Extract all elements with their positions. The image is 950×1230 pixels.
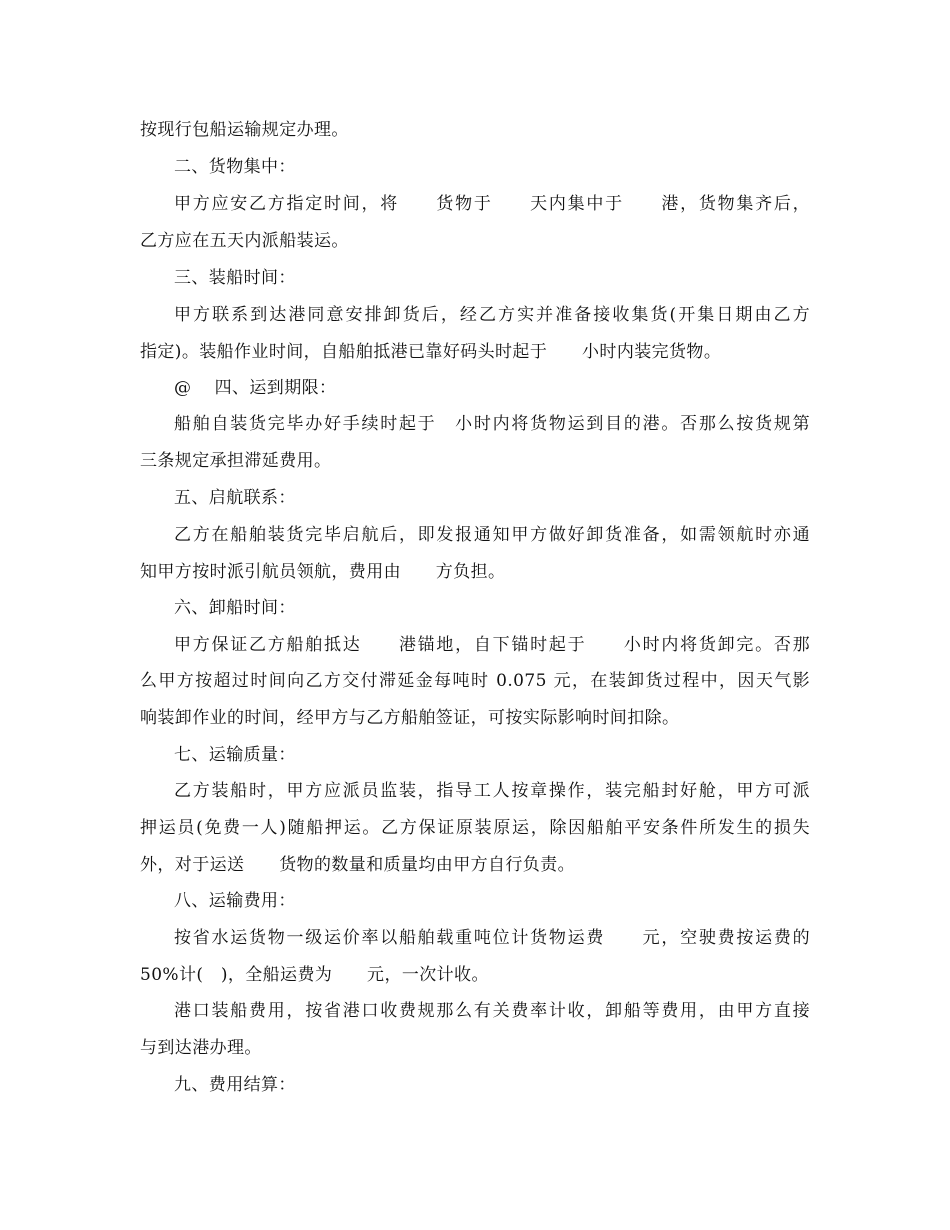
section-heading: 二、货物集中： <box>174 157 296 177</box>
text-line: 指定)。装船作业时间，自船舶抵港已靠好码头时起于 小时内装完货物。 <box>140 342 722 362</box>
text-line: 么甲方按超过时间向乙方交付滞延金每吨时 0.075 元，在装卸货过程中，因天气影 <box>140 671 810 691</box>
text-line: 甲方保证乙方船舶抵达 港锚地，自下锚时起于 小时内将货卸完。否那 <box>174 635 810 655</box>
text-line: 按现行包船运输规定办理。 <box>140 120 349 140</box>
text-line: 外，对于运送 货物的数量和质量均由甲方自行负责。 <box>140 855 575 875</box>
text-line: 与到达港办理。 <box>140 1038 262 1058</box>
text-line: 按省水运货物一级运价率以船舶载重吨位计货物运费 元，空驶费按运费的 <box>174 928 810 948</box>
text-line: 三条规定承担滞延费用。 <box>140 451 332 471</box>
section-heading: 五、启航联系： <box>174 488 296 508</box>
section-heading: 八、运输费用： <box>174 891 296 911</box>
text-line: 乙方应在五天内派船装运。 <box>140 231 349 251</box>
text-line: 50%计( )，全船运费为 元，一次计收。 <box>140 965 489 985</box>
text-line: 港口装船费用，按省港口收费规那么有关费率计收，卸船等费用，由甲方直接 <box>174 1001 810 1021</box>
text-line: 乙方装船时，甲方应派员监装，指导工人按章操作，装完船封好舱，甲方可派 <box>174 781 810 801</box>
text-line: 甲方联系到达港同意安排卸货后，经乙方实并准备接收集货(开集日期由乙方 <box>174 305 810 325</box>
section-heading: @ 四、运到期限： <box>174 378 337 398</box>
section-heading: 九、费用结算： <box>174 1075 296 1095</box>
text-line: 甲方应安乙方指定时间，将 货物于 天内集中于 港，货物集齐后， <box>174 194 810 214</box>
text-line: 知甲方按时派引航员领航，费用由 方负担。 <box>140 562 506 582</box>
section-heading: 三、装船时间： <box>174 268 296 288</box>
section-heading: 六、卸船时间： <box>174 598 296 618</box>
text-line: 乙方在船舶装货完毕启航后，即发报通知甲方做好卸货准备，如需领航时亦通 <box>174 525 810 545</box>
text-line: 响装卸作业的时间，经甲方与乙方船舶签证，可按实际影响时间扣除。 <box>140 708 680 728</box>
text-line: 船舶自装货完毕办好手续时起于 小时内将货物运到目的港。否那么按货规第 <box>174 414 810 434</box>
section-heading: 七、运输质量： <box>174 745 296 765</box>
text-line: 押运员(免费一人)随船押运。乙方保证原装原运，除因船舶平安条件所发生的损失 <box>140 818 810 838</box>
